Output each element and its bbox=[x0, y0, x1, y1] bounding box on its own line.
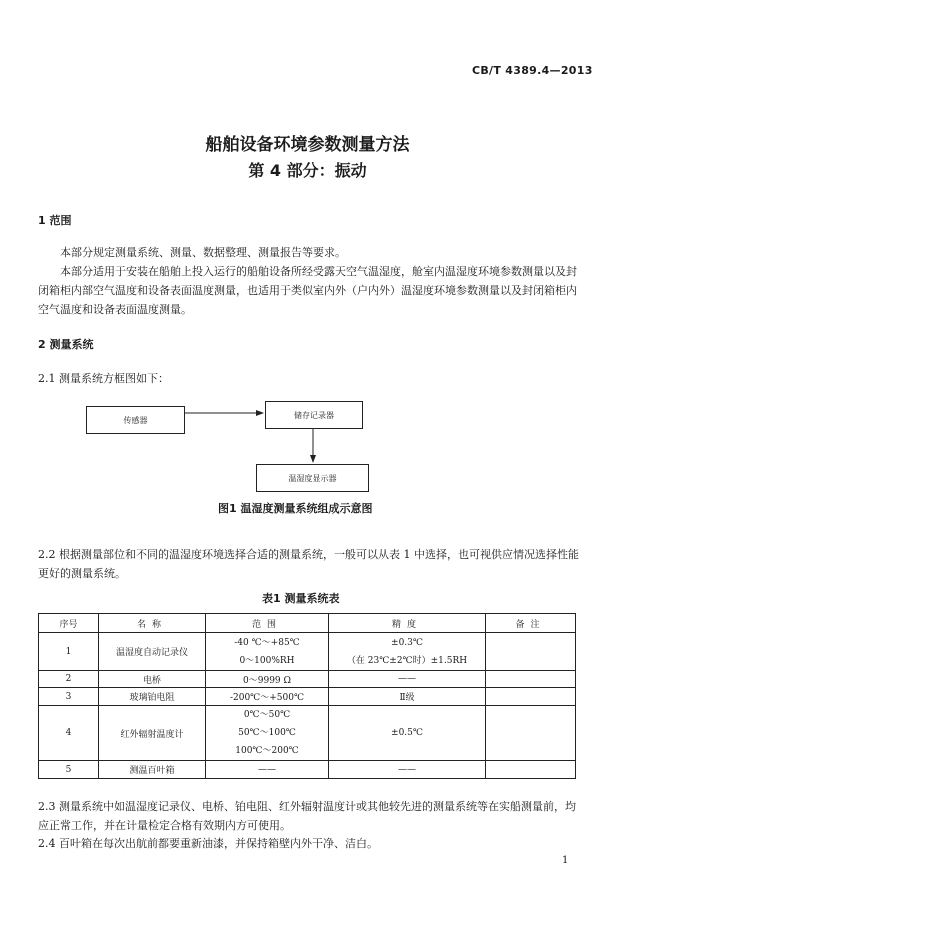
section-1-heading: 1 范围 bbox=[38, 214, 72, 227]
diagram-arrows bbox=[0, 0, 620, 520]
clause-2-3: 2.3 测量系统中如温湿度记录仪、电桥、铂电阻、红外辐射温度计或其他较先进的测量系统等在实船测量前，均应正常工作，并在计量检定合格有效期内方可使用。 bbox=[38, 800, 576, 832]
row-no: 2 bbox=[39, 671, 99, 688]
row-accuracy: —— bbox=[329, 761, 486, 779]
row-note bbox=[486, 706, 576, 761]
row-note bbox=[486, 671, 576, 688]
row-no: 4 bbox=[39, 706, 99, 761]
clause-2-1: 2.1 测量系统方框图如下： bbox=[38, 372, 169, 385]
row-no: 5 bbox=[39, 761, 99, 779]
row-range bbox=[206, 706, 329, 761]
document-subtitle: 第 4 部分：振动 bbox=[248, 161, 367, 180]
row-name: 电桥 bbox=[99, 671, 206, 688]
range-line: 0～100%RH bbox=[239, 655, 295, 666]
section-1-paragraph-2: 本部分适用于安装在船舶上投入运行的船舶设备所经受露天空气温湿度，舱室内温湿度环境参数测量以及封闭箱柜内部空气温度和设备表面温度测量，也适用于类似室内外（户内外）温湿度环境参数测量以及封闭箱柜内空气温度和设备表面温度测量。 bbox=[38, 265, 577, 316]
header-range: 范围 bbox=[206, 614, 329, 633]
row-range: -200℃～+500℃ bbox=[206, 688, 329, 706]
standard-number: CB/T 4389.4—2013 bbox=[472, 64, 593, 77]
section-2-heading: 2 测量系统 bbox=[38, 338, 94, 351]
row-name: 温湿度自动记录仪 bbox=[99, 633, 206, 671]
row-accuracy: Ⅱ级 bbox=[329, 688, 486, 706]
recorder-box: 储存记录器 bbox=[265, 401, 363, 429]
row-note bbox=[486, 633, 576, 671]
row-name: 玻璃铂电阻 bbox=[99, 688, 206, 706]
row-name: 红外辐射温度计 bbox=[99, 706, 206, 761]
accuracy-line: ±0.3℃ bbox=[391, 637, 423, 648]
row-range bbox=[206, 633, 329, 671]
row-no: 3 bbox=[39, 688, 99, 706]
range-line: 50℃～100℃ bbox=[238, 728, 296, 738]
row-accuracy bbox=[329, 633, 486, 671]
sensor-box: 传感器 bbox=[86, 406, 185, 434]
row-name: 测温百叶箱 bbox=[99, 761, 206, 779]
range-line: -40 ℃～+85℃ bbox=[234, 637, 300, 648]
header-name: 名称 bbox=[99, 614, 206, 633]
section-1-paragraph-1: 本部分规定测量系统、测量、数据整理、测量报告等要求。 bbox=[60, 246, 346, 259]
table-row bbox=[39, 671, 576, 688]
document-title: 船舶设备环境参数测量方法 bbox=[205, 135, 410, 155]
accuracy-line: （在 23℃±2℃时）±1.5RH bbox=[346, 655, 468, 666]
table-row bbox=[39, 706, 576, 761]
row-note bbox=[486, 761, 576, 779]
measurement-system-table bbox=[38, 613, 576, 779]
display-box: 温湿度显示器 bbox=[256, 464, 369, 492]
figure-1-caption: 图1 温湿度测量系统组成示意图 bbox=[218, 502, 373, 515]
table-1-caption: 表1 测量系统表 bbox=[262, 592, 340, 605]
row-range: 0～9999 Ω bbox=[206, 671, 329, 688]
row-accuracy: ±0.5℃ bbox=[329, 706, 486, 761]
header-accuracy: 精度 bbox=[329, 614, 486, 633]
table-header-row bbox=[39, 614, 576, 633]
table-row bbox=[39, 633, 576, 671]
page-number: 1 bbox=[562, 855, 569, 866]
table-row bbox=[39, 688, 576, 706]
header-note: 备注 bbox=[486, 614, 576, 633]
row-range: —— bbox=[206, 761, 329, 779]
clause-2-4: 2.4 百叶箱在每次出航前都要重新油漆，并保持箱壁内外干净、洁白。 bbox=[38, 837, 378, 850]
row-no: 1 bbox=[39, 633, 99, 671]
row-note bbox=[486, 688, 576, 706]
table-row bbox=[39, 761, 576, 779]
header-no: 序号 bbox=[39, 614, 99, 633]
row-accuracy: —— bbox=[329, 671, 486, 688]
range-line: 0℃～50℃ bbox=[243, 710, 291, 720]
clause-2-2: 2.2 根据测量部位和不同的温湿度环境选择合适的测量系统，一般可以从表 1 中选择，也可视供应情况选择性能更好的测量系统。 bbox=[38, 548, 579, 580]
range-line: 100℃～200℃ bbox=[235, 746, 299, 756]
